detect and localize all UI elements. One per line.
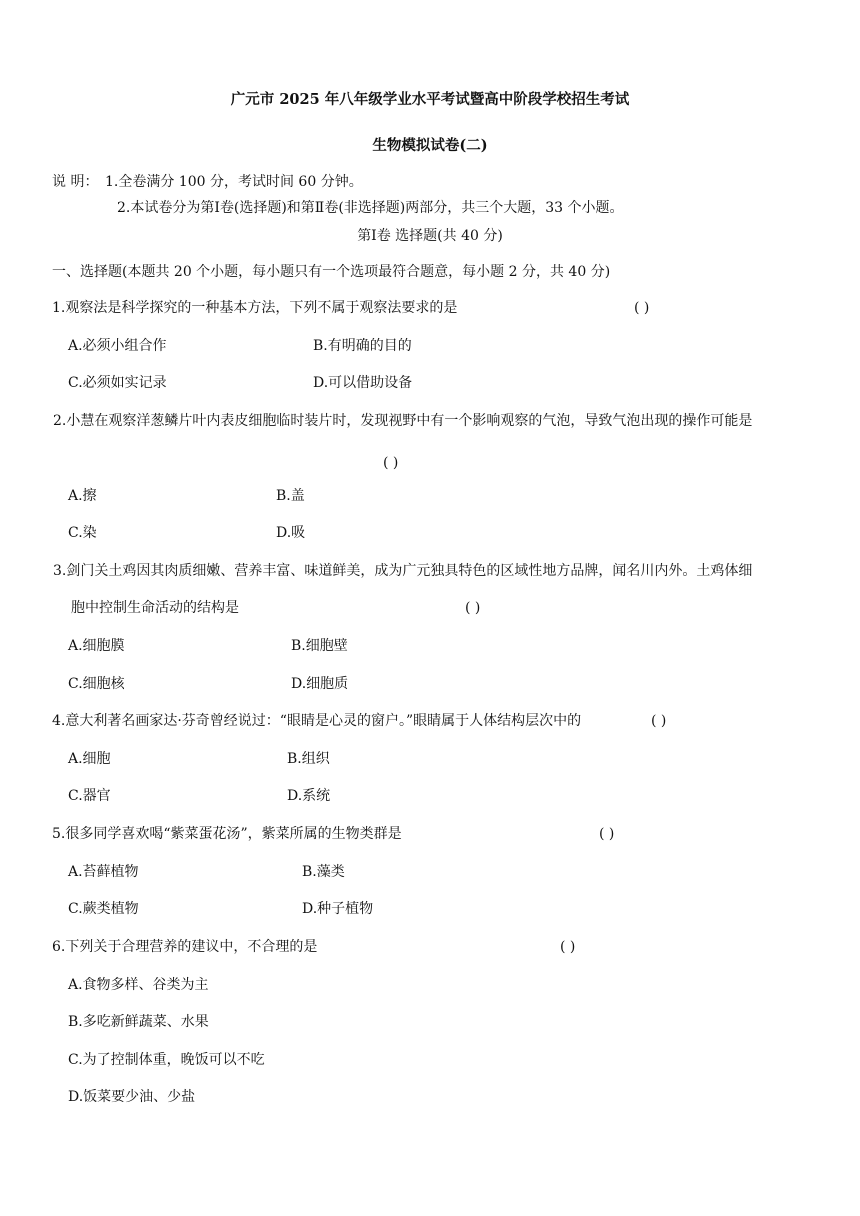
question-4-option-c: C.器官 xyxy=(68,788,111,804)
question-1-answer-paren: ( ) xyxy=(634,300,650,316)
question-3-stem: 3.剑门关土鸡因其肉质细嫩、营养丰富、味道鲜美，成为广元独具特色的区域性地方品牌，闻名川内外。土鸡体细 xyxy=(53,563,753,579)
question-5-answer-paren: ( ) xyxy=(599,826,615,842)
instruction-line-2: 2.本试卷分为第Ⅰ卷(选择题)和第Ⅱ卷(非选择题)两部分，共三个大题，33 个小题。 xyxy=(117,200,624,216)
question-5-stem: 5.很多同学喜欢喝“紫菜蛋花汤”，紫菜所属的生物类群是 xyxy=(52,826,402,842)
question-4-answer-paren: ( ) xyxy=(651,713,667,729)
question-5-option-a: A.苔藓植物 xyxy=(68,864,139,880)
instructions-label: 说 明： xyxy=(52,174,99,190)
question-2-option-a: A.擦 xyxy=(68,488,97,504)
question-1-option-d: D.可以借助设备 xyxy=(313,375,413,391)
question-2-stem: 2.小慧在观察洋葱鳞片叶内表皮细胞临时装片时，发现视野中有一个影响观察的气泡，导致气泡出现的操作可能是 xyxy=(53,413,753,429)
exam-title: 广元市 2025 年八年级学业水平考试暨高中阶段学校招生考试 xyxy=(230,91,630,108)
question-5-option-d: D.种子植物 xyxy=(302,901,374,917)
question-3-option-d: D.细胞质 xyxy=(291,676,349,692)
question-4-stem: 4.意大利著名画家达·芬奇曾经说过：“眼睛是心灵的窗户。”眼睛属于人体结构层次中的 xyxy=(52,713,582,729)
question-3-option-c: C.细胞核 xyxy=(68,676,125,692)
question-4-option-d: D.系统 xyxy=(287,788,331,804)
instruction-line-1: 1.全卷满分 100 分，考试时间 60 分钟。 xyxy=(105,174,363,190)
question-4-option-a: A.细胞 xyxy=(68,751,111,767)
question-1-stem: 1.观察法是科学探究的一种基本方法，下列不属于观察法要求的是 xyxy=(52,300,458,316)
question-6-option-b: B.多吃新鲜蔬菜、水果 xyxy=(68,1014,209,1030)
question-5-option-b: B.藻类 xyxy=(302,864,345,880)
question-6-option-a: A.食物多样、谷类为主 xyxy=(68,977,209,993)
question-6-answer-paren: ( ) xyxy=(560,939,576,955)
question-3-stem-line-2: 胞中控制生命活动的结构是 xyxy=(71,600,239,616)
question-1-option-c: C.必须如实记录 xyxy=(68,375,167,391)
question-4-option-b: B.组织 xyxy=(287,751,330,767)
question-5-option-c: C.蕨类植物 xyxy=(68,901,139,917)
question-2-option-b: B.盖 xyxy=(276,488,305,504)
question-3-answer-paren: ( ) xyxy=(465,600,481,616)
exam-subtitle: 生物模拟试卷(二) xyxy=(372,137,488,154)
question-2-option-c: C.染 xyxy=(68,525,97,541)
question-3-option-a: A.细胞膜 xyxy=(68,638,125,654)
section1-heading: 一、选择题(本题共 20 个小题，每小题只有一个选项最符合题意，每小题 2 分，共 40 分) xyxy=(52,264,611,280)
question-1-option-b: B.有明确的目的 xyxy=(313,338,412,354)
question-6-stem: 6.下列关于合理营养的建议中，不合理的是 xyxy=(52,939,318,955)
question-2-option-d: D.吸 xyxy=(276,525,306,541)
question-2-answer-paren: ( ) xyxy=(383,455,399,471)
question-6-option-d: D.饭菜要少油、少盐 xyxy=(68,1089,196,1105)
part1-title: 第Ⅰ卷 选择题(共 40 分) xyxy=(357,228,503,244)
question-6-option-c: C.为了控制体重，晚饭可以不吃 xyxy=(68,1052,265,1068)
question-3-option-b: B.细胞壁 xyxy=(291,638,348,654)
question-1-option-a: A.必须小组合作 xyxy=(68,338,167,354)
